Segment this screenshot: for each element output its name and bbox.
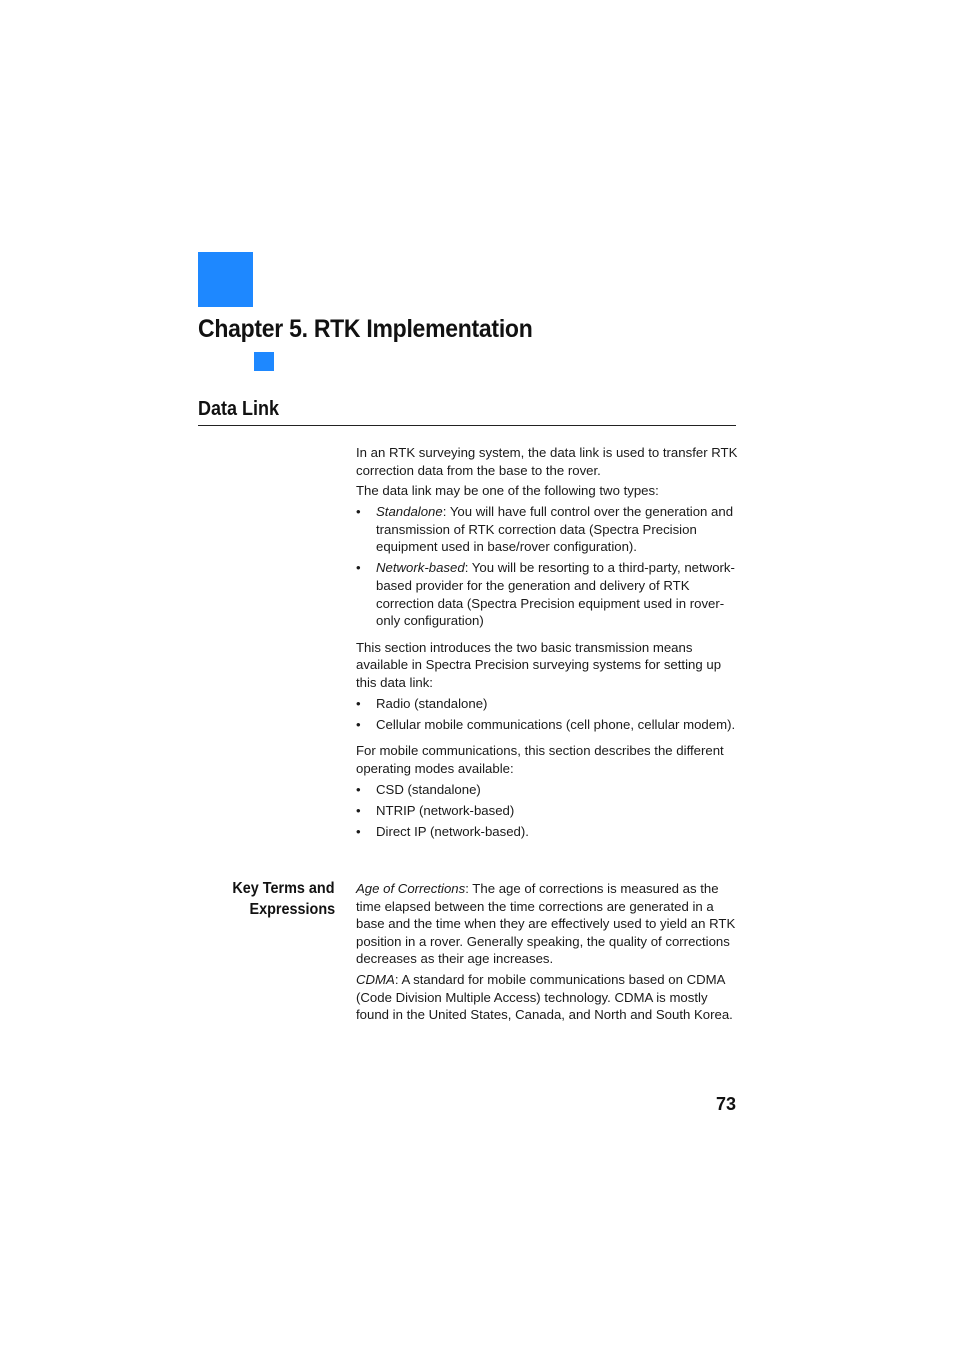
bullet-icon: • (356, 823, 361, 839)
list-item (356, 503, 738, 556)
bullet-icon: • (356, 802, 361, 818)
term-definition (356, 880, 738, 968)
list-item-text: Radio (standalone) (376, 695, 488, 711)
data-link-types-list (356, 503, 738, 630)
types-intro-paragraph: The data link may be one of the following two types: (356, 483, 659, 499)
key-terms-heading-line1: Key Terms and (232, 880, 335, 897)
list-item-text: Cellular mobile communications (cell phone, cellular modem). (376, 716, 736, 732)
list-item (356, 781, 738, 799)
bullet-icon: • (356, 560, 361, 576)
term-description: : A standard for mobile communications based on CDMA (Code Division Multiple Access) technology. CDMA is mostly found in the United States, Canada, and North and South Korea. (356, 972, 733, 1023)
list-item-text: Direct IP (network-based). (376, 823, 529, 839)
chapter-marker-large (198, 252, 253, 307)
list-item-text: NTRIP (network-based) (376, 802, 515, 818)
section-title: Data Link (198, 398, 280, 420)
list-item (356, 716, 738, 734)
intro-paragraph: In an RTK surveying system, the data link is used to transfer RTK correction data from the base to the rover. (356, 445, 738, 478)
operating-modes-list (356, 781, 738, 841)
term-standalone: Standalone (376, 504, 443, 520)
chapter-marker-small (254, 352, 274, 371)
bullet-icon: • (356, 781, 361, 797)
term-definition (356, 971, 738, 1024)
list-item (356, 802, 738, 820)
bullet-icon: • (356, 695, 361, 711)
term-age-of-corrections: Age of Corrections (356, 881, 466, 896)
term-network-based: Network-based (376, 560, 465, 576)
list-item-text: CSD (standalone) (376, 781, 481, 797)
key-terms-heading-line2: Expressions (249, 901, 335, 918)
key-terms-body (356, 880, 738, 1027)
page-number: 73 (715, 1094, 736, 1114)
term-cdma: CDMA (356, 972, 395, 988)
section-divider (198, 425, 736, 426)
term-description: : The age of corrections is measured as the time elapsed between the time corrections are generated in a base and the time when they are effectively used to yield an RTK position in a rover. Generally speaking, the quality of corrections decreases as their age increases. (356, 881, 736, 967)
data-link-body (356, 444, 738, 844)
transmission-paragraph: This section introduces the two basic transmission means available in Spectra Precision surveying systems for setting up this data link: (356, 639, 722, 690)
term-description: : You will be resorting to a third-party, network-based provider for the generation and delivery of RTK correction data (Spectra Precision equipment used in rover-only configuration) (376, 560, 735, 629)
modes-paragraph: For mobile communications, this section describes the different operating modes available: (356, 743, 724, 776)
key-terms-heading (190, 878, 335, 920)
chapter-title: Chapter 5. RTK Implementation (198, 315, 533, 343)
term-description: : You will have full control over the generation and transmission of RTK correction data (Spectra Precision equipment used in base/rover configuration). (376, 504, 734, 555)
bullet-icon: • (356, 504, 361, 520)
list-item (356, 559, 738, 629)
list-item (356, 823, 738, 841)
transmission-means-list (356, 695, 738, 734)
list-item (356, 695, 738, 713)
bullet-icon: • (356, 716, 361, 732)
